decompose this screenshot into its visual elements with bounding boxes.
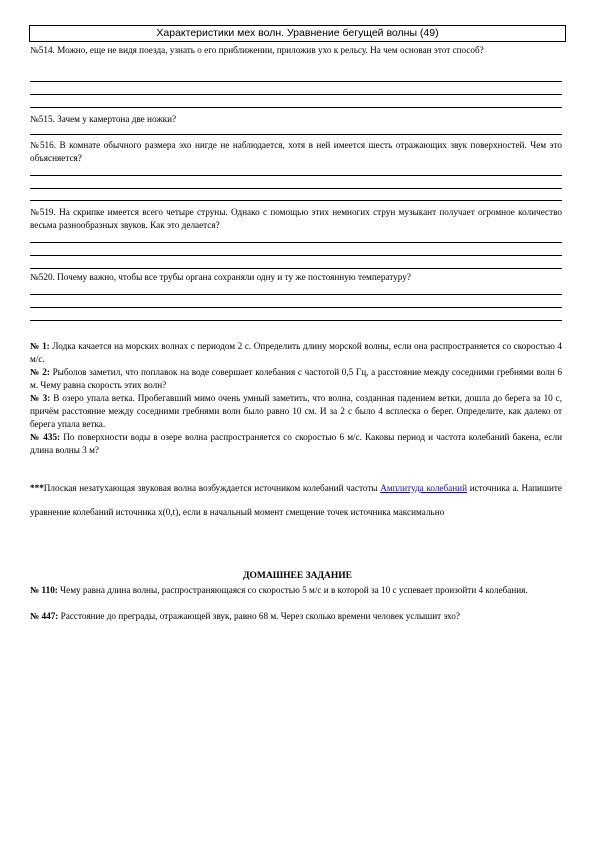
question-text: Зачем у камертона две ножки?: [57, 114, 177, 124]
problem-number: № 2:: [30, 367, 50, 377]
answer-line: [30, 320, 562, 321]
homework-110: [30, 584, 562, 597]
problem-text: По поверхности воды в озере волна распространяется со скоростью 6 м/с. Каковы период и частота колебаний бакена, если длина волны 3 м?: [30, 432, 563, 455]
answer-line: [30, 307, 562, 308]
question-515: [30, 113, 562, 126]
problem-text: В озеро упала ветка. Пробегавший мимо очень умный заметить, что волна, созданная падением ветки, дошла до берега за 10 с, причём расстояние между соседними гребнями волн было равно 10 см. И за 2 с было 4 всплеска о берег. Определите, как далеко от берега упала ветка.: [30, 393, 562, 429]
question-516: [30, 139, 562, 165]
problem-2: [30, 366, 562, 392]
answer-line: [30, 268, 562, 269]
question-number: №519.: [30, 207, 56, 217]
problem-3: [30, 392, 562, 431]
answer-line: [30, 294, 562, 295]
answer-line: [30, 175, 562, 176]
question-520: [30, 271, 562, 284]
star-problem-text-after: источника а. Напишите уравнение колебаний источника x(0,t), если в начальный момент смещение точек источника максимально: [30, 483, 562, 517]
answer-line: [30, 242, 562, 243]
question-text: Можно, еще не видя поезда, узнать о его приближении, приложив ухо к рельсу. На чем основан этот способ?: [57, 45, 484, 55]
homework-text: Расстояние до преграды, отражающей звук, равно 68 м. Через сколько времени человек услышит эхо?: [60, 611, 460, 621]
answer-line: [30, 188, 562, 189]
answer-line: [30, 255, 562, 256]
homework-number: № 110:: [30, 585, 58, 595]
answer-line: [30, 81, 562, 82]
homework-number: № 447:: [30, 611, 59, 621]
homework-447: [30, 610, 562, 623]
amplitude-link[interactable]: Амплитуда колебаний: [380, 483, 468, 493]
star-problem-text-before: Плоская незатухающая звуковая волна возбуждается источником колебаний частоты: [43, 483, 378, 493]
worksheet-title: Характеристики мех волн. Уравнение бегущей волны (49): [29, 25, 566, 42]
question-number: №515.: [30, 114, 55, 124]
question-519: [30, 206, 562, 232]
problem-number: № 3:: [30, 393, 51, 403]
star-problem: [30, 476, 562, 524]
question-text: Почему важно, чтобы все трубы органа сохраняли одну и ту же постоянную температуру?: [57, 272, 411, 282]
problem-text: Лодка качается на морских волнах с периодом 2 с. Определить длину морской волны, если она распространяется со скоростью 4 м/с.: [30, 341, 563, 364]
answer-line: [30, 94, 562, 95]
question-number: №516.: [30, 140, 57, 150]
problem-text: Рыболов заметил, что поплавок на воде совершает колебания с частотой 0,5 Гц, а расстояние между соседними гребнями волн 6 м. Чему равна скорость этих волн?: [30, 367, 563, 390]
question-number: №520.: [30, 272, 55, 282]
question-514: [30, 44, 562, 57]
homework-title: ДОМАШНЕЕ ЗАДАНИЕ: [242, 571, 352, 581]
question-text: В комнате обычного размера эхо нигде не наблюдается, хотя в ней имеется шесть отражающих звук поверхностей. Чем это объясняется?: [30, 140, 562, 163]
answer-line: [30, 134, 562, 135]
problem-1: [30, 340, 562, 366]
answer-line: [30, 200, 562, 201]
problem-number: № 435:: [30, 432, 61, 442]
question-text: На скрипке имеется всего четыре струны. Однако с помощью этих немногих струн музыкант получает огромное количество весьма разнообразных звуков. Как это делается?: [30, 207, 563, 230]
answer-line: [30, 107, 562, 108]
question-number: №514.: [30, 45, 55, 55]
problem-number: № 1:: [30, 341, 50, 351]
star-mark: ***: [30, 483, 44, 493]
homework-text: Чему равна длина волны, распространяющаяся со скоростью 5 м/с и в которой за 10 с успевает произойти 4 колебания.: [60, 585, 528, 595]
problem-435: [30, 431, 562, 457]
